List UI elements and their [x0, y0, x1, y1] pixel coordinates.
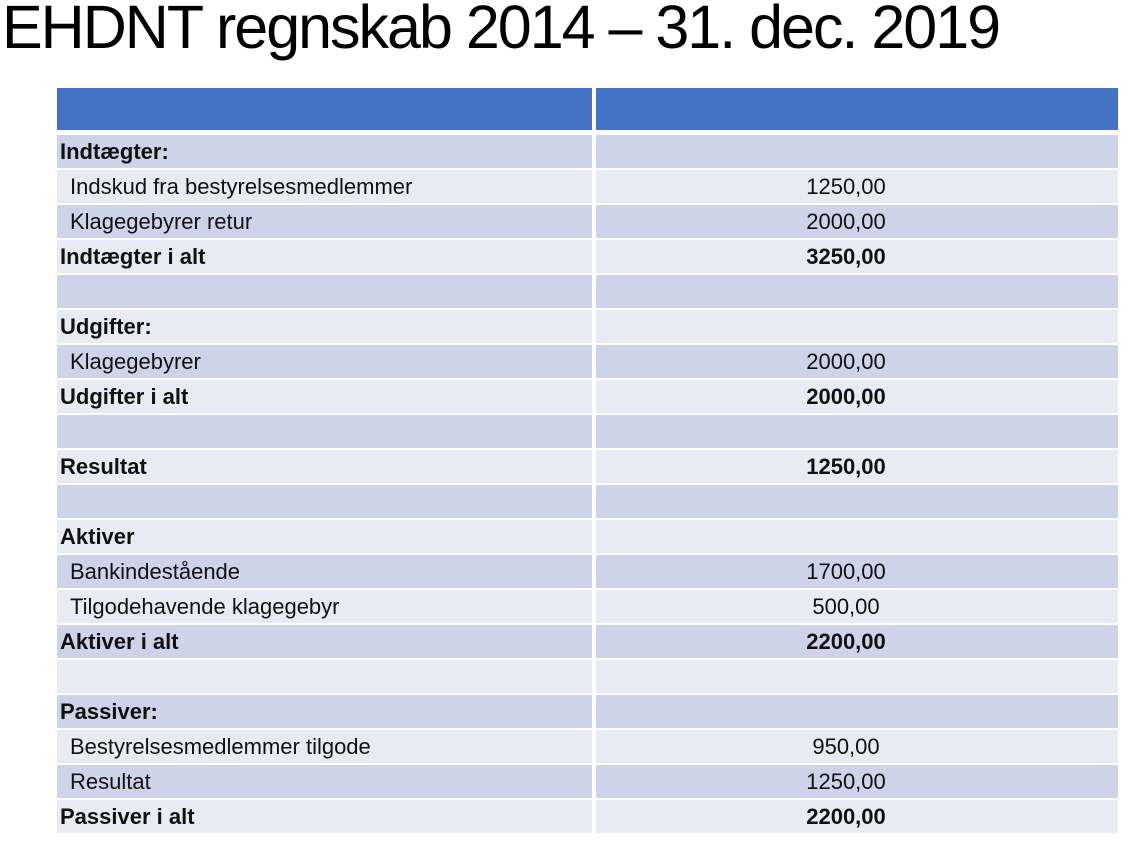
table-header-row [57, 88, 1118, 130]
table-row [57, 345, 1118, 378]
table-body [57, 135, 1118, 833]
row-value: 1250,00 [596, 765, 1118, 798]
row-value: 2200,00 [596, 625, 1118, 658]
table-row [57, 310, 1118, 343]
row-label [57, 485, 592, 518]
page-title: EHDNT regnskab 2014 – 31. dec. 2019 [2, 0, 1000, 61]
row-label [57, 660, 592, 693]
row-value [596, 520, 1118, 553]
row-value: 2200,00 [596, 800, 1118, 833]
row-label: Klagegebyrer [57, 345, 592, 378]
row-label: Udgifter: [57, 310, 592, 343]
table-row [57, 800, 1118, 833]
row-label [57, 275, 592, 308]
row-value [596, 485, 1118, 518]
row-label: Passiver i alt [57, 800, 592, 833]
row-label: Bestyrelsesmedlemmer tilgode [57, 730, 592, 763]
table-row [57, 660, 1118, 693]
row-label: Indtægter: [57, 135, 592, 168]
table-row [57, 240, 1118, 273]
row-value [596, 310, 1118, 343]
row-label [57, 415, 592, 448]
table-row [57, 170, 1118, 203]
row-value [596, 135, 1118, 168]
table-header-value-column [596, 88, 1118, 130]
row-value: 1700,00 [596, 555, 1118, 588]
row-value: 2000,00 [596, 205, 1118, 238]
row-value: 500,00 [596, 590, 1118, 623]
row-value [596, 415, 1118, 448]
row-value: 3250,00 [596, 240, 1118, 273]
table-row [57, 205, 1118, 238]
table-row [57, 555, 1118, 588]
table-row [57, 415, 1118, 448]
row-label: Klagegebyrer retur [57, 205, 592, 238]
table-row [57, 625, 1118, 658]
row-label: Passiver: [57, 695, 592, 728]
row-value [596, 695, 1118, 728]
row-value [596, 660, 1118, 693]
table-header-label-column [57, 88, 592, 130]
row-label: Indtægter i alt [57, 240, 592, 273]
row-label: Indskud fra bestyrelsesmedlemmer [57, 170, 592, 203]
accounts-table [57, 88, 1118, 835]
table-row [57, 590, 1118, 623]
table-row [57, 485, 1118, 518]
row-label: Resultat [57, 450, 592, 483]
table-row [57, 275, 1118, 308]
table-row [57, 730, 1118, 763]
row-value: 1250,00 [596, 170, 1118, 203]
row-label: Resultat [57, 765, 592, 798]
table-row [57, 135, 1118, 168]
row-value: 2000,00 [596, 345, 1118, 378]
row-value: 1250,00 [596, 450, 1118, 483]
row-label: Bankindestående [57, 555, 592, 588]
table-row [57, 765, 1118, 798]
table-row [57, 695, 1118, 728]
table-row [57, 450, 1118, 483]
row-value: 950,00 [596, 730, 1118, 763]
row-value: 2000,00 [596, 380, 1118, 413]
table-row [57, 520, 1118, 553]
row-label: Tilgodehavende klagegebyr [57, 590, 592, 623]
row-value [596, 275, 1118, 308]
row-label: Aktiver [57, 520, 592, 553]
row-label: Aktiver i alt [57, 625, 592, 658]
row-label: Udgifter i alt [57, 380, 592, 413]
table-row [57, 380, 1118, 413]
